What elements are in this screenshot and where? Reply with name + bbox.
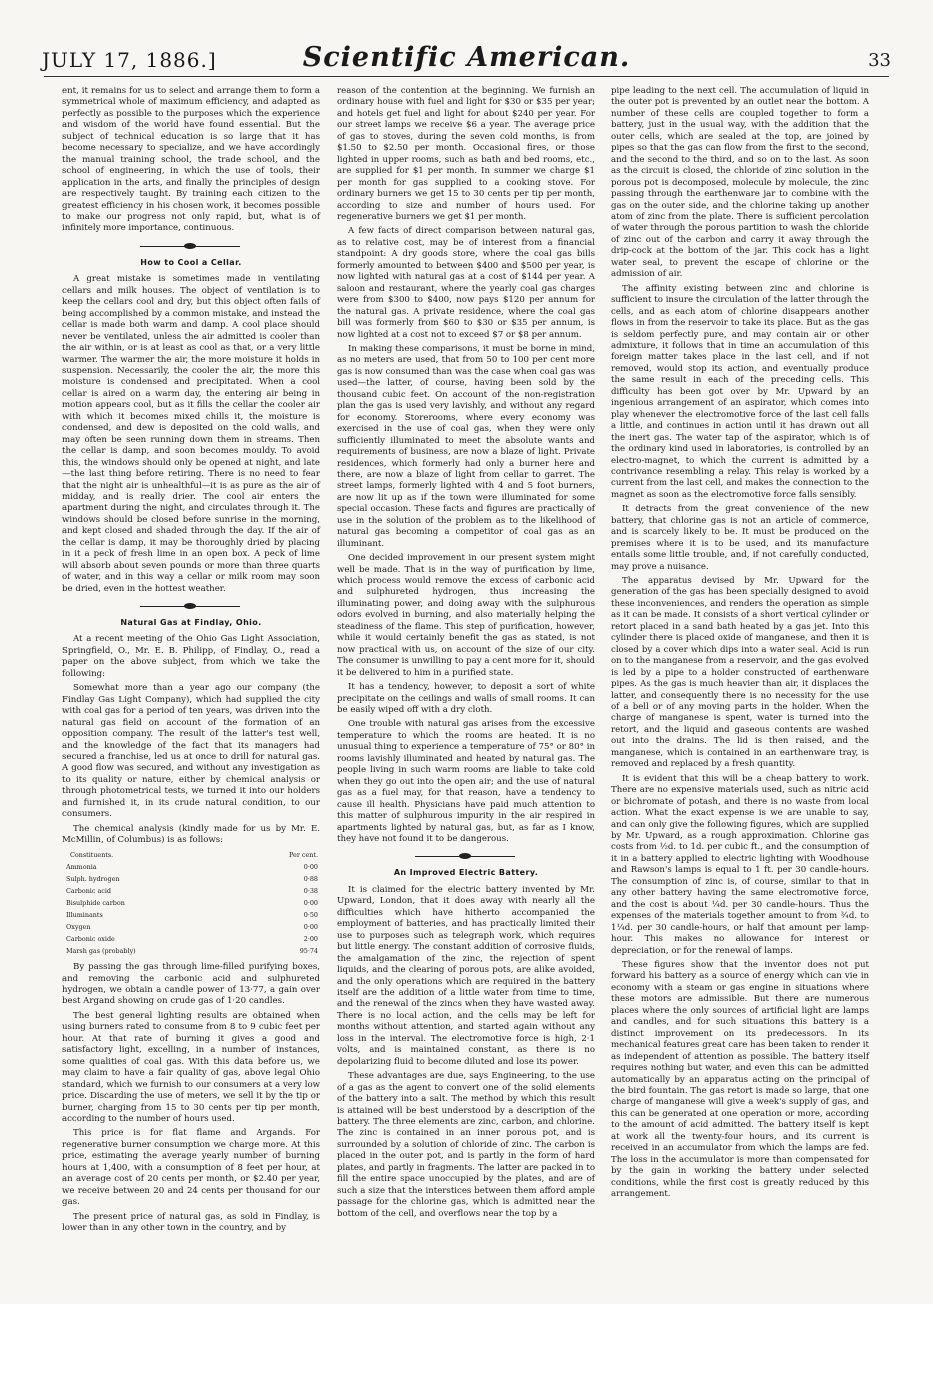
column-2 bbox=[337, 86, 595, 1223]
paragraph: The best general lighting results are obtained when using burners rated to consume from 8 to 9 cubic feet per hour. At that rate of burning it gives a good and satisfactory light, excelling, in a number of instances, some qualities of coal gas. With this data before us, we may claim to have a fair quality of gas, above legal Ohio standard, which we furnish to our consumers at a very low price. Discarding the use of meters, we sell it by the tip or burner, charging from 15 to 30 cents per tip per month, according to the number of hours used. bbox=[62, 1010, 320, 1124]
table-header-row bbox=[62, 850, 320, 862]
masthead-title: Scientific American. bbox=[302, 42, 631, 73]
paragraph: The chemical analysis (kindly made for us by Mr. E. McMillin, of Columbus) is as follows: bbox=[62, 823, 320, 846]
constituent-name: Carbonic acid bbox=[66, 886, 111, 895]
paragraph: A great mistake is sometimes made in ventilating cellars and milk houses. The object of ventilation is to keep the cellars cool and dry, but this object often fails of being accomplished by a common mistake, and instead the cellar is made both warm and damp. A cool place should never be ventilated, unless the air admitted is cooler than the air within, or is at least as cool as that, or a very little warmer. The warmer the air, the more moisture it holds in suspension. Necessarily, the cooler the air, the more this moisture is condensed and precipitated. When a cool cellar is aired on a warm day, the entering air being in motion appears cool, but as it fills the cellar the cooler air with which it becomes mixed chills it, the moisture is condensed, and dew is deposited on the cold walls, and may often be seen running down them in streams. Then the cellar is damp, and soon becomes mouldy. To avoid this, the windows should only be opened at night, and late—the last thing before retiring. There is no need to fear that the night air is unhealthful—it is as pure as the air of midday, and is really drier. The cool air enters the apartment during the night, and circulates through it. The windows should be closed before sunrise in the morning, and kept closed and shaded through the day. If the air of the cellar is damp, it may be thoroughly dried by placing in it a peck of fresh lime in an open box. A peck of lime will absorb about seven pounds or more than three quarts of water, and in this way a cellar or milk room may soon be dried, even in the hottest weather. bbox=[62, 274, 320, 594]
table-row bbox=[62, 922, 320, 934]
table-row bbox=[62, 886, 320, 898]
issue-date: JULY 17, 1886.] bbox=[42, 48, 217, 72]
paragraph: These figures show that the inventor does not put forward his battery as a source of energy which can vie in economy with a steam or gas engine in situations where these motors are admissible. But there are numerous places where the only sources of artificial light are lamps and candles, and for such situations this battery is a distinct improvement on its predecessors. In its mechanical features great care has been taken to render it as independent of attention as possible. The battery itself requires nothing but water, and even this can be admitted automatically by an apparatus acting on the principal of the bird fountain. The gas retort is made so large, that one charge of manganese will give a week's supply of gas, and this can be generated at one operation or more, according to the amount of acid admitted. The battery itself is kept at work all the twenty-four hours, and its current is received in an accumulator from which the lamps are fed. The loss in the accumulator is more than compensated for by the gain in working the battery under selected conditions, while the first cost is greatly reduced by this arrangement. bbox=[611, 959, 869, 1200]
constituent-name: Marsh gas (probably) bbox=[66, 947, 136, 956]
paragraph: At a recent meeting of the Ohio Gas Light Association, Springfield, O., Mr. E. B. Philipp, of Findlay, O., read a paper on the above subject, from which we take the following: bbox=[62, 634, 320, 679]
header-rule bbox=[44, 76, 889, 77]
table-row bbox=[62, 934, 320, 946]
constituent-percent: 0·00 bbox=[303, 898, 318, 907]
column-header-constituents: Constituents. bbox=[70, 850, 114, 859]
heading-cool-cellar: How to Cool a Cellar. bbox=[140, 257, 242, 267]
constituent-name: Oxygen bbox=[66, 922, 91, 931]
constituent-name: Sulph. hydrogen bbox=[66, 874, 120, 883]
paragraph: One trouble with natural gas arises from the excessive temperature to which the rooms are heated. It is no unusual thing to experience a temperature of 75° or 80° in rooms lavishly illuminated and heated by natural gas. The people living in such warm rooms are liable to take cold when they go out into the open air; and the use of natural gas as a fuel may, for that reason, have a tendency to cause ill health. Physicians have paid much attention to this matter of sulphurous impurity in the air respired in apartments lighted by natural gas, but, as far as I know, they have not found it to be dangerous. bbox=[337, 719, 595, 844]
paragraph: It is claimed for the electric battery invented by Mr. Upward, London, that it does away with nearly all the difficulties which have hitherto accompanied the employment of batteries, and has practically limited their use to purposes such as telegraph work, which requires but little energy. The constant addition of corrosive fluids, the amalgamation of the zinc, the rejection of spent liquids, and the clearing of porous pots, are alike avoided, and the only operations which are required in the battery itself are the addition of a little water from time to time, and the renewal of the zincs when they have wasted away. There is no local action, and the cells may be left for months without attention, and started again without any loss in the interval. The electromotive force is high, 2·1 volts, and is maintained constant, as there is no depolarizing fluid to become diluted and lose its power. bbox=[337, 884, 595, 1067]
constituent-percent: 0·00 bbox=[303, 922, 318, 931]
constituent-percent: 0·38 bbox=[303, 886, 318, 895]
paragraph: This price is for flat flame and Argands. For regenerative burner consumption we charge more. At this price, estimating the average yearly number of burning hours at 1,400, with a consumption of 8 feet per hour, at an average cost of 20 cents per month, or $2.40 per year, we receive between 20 and 24 cents per thousand for our gas. bbox=[62, 1128, 320, 1208]
table-row bbox=[62, 946, 320, 958]
paragraph: The affinity existing between zinc and chlorine is sufficient to insure the circulation of the latter through the cells, and as each atom of chlorine disappears another flows in from the reservoir to take its place. But as the gas is seldom perfectly pure, and may contain air or other admixture, it follows that in time an accumulation of this foreign matter takes place in the last cell, and if not removed, would stop its action, and eventually produce the same result in each of the preceding cells. This difficulty has been got over by Mr. Upward by an ingenious arrangement of an aspirator, which comes into play whenever the electromotive force of the last cell falls a little, and continues in action until it has drawn out all the inert gas. The water tap of the aspirator, which is of the ordinary kind used in laboratories, is controlled by an electro-magnet, to which the current is admitted by a contrivance resembling a relay. This relay is worked by a current from the last cell, and makes the connection to the magnet as soon as the electromotive force falls sensibly. bbox=[611, 283, 869, 500]
column-header-percent: Per cent. bbox=[289, 850, 318, 859]
table-row bbox=[62, 874, 320, 886]
paragraph: These advantages are due, says Engineering, to the use of a gas as the agent to convert one of the solid elements of the battery into a salt. The method by which this result is attained will be best understood by a description of the battery. The three elements are zinc, carbon, and chlorine. The zinc is contained in an inner porous pot, and is surrounded by a solution of chloride of zinc. The carbon is placed in the outer pot, and is partly in the form of hard plates, and partly in fragments. The latter are packed in to fill the entire space unoccupied by the plates, and are of such a size that the interstices between them afford ample passage for the chlorine gas, which is admitted near the bottom of the cell, and overflows near the top by a bbox=[337, 1071, 595, 1219]
chemical-analysis-table bbox=[62, 850, 320, 958]
constituent-percent: 0·88 bbox=[303, 874, 318, 883]
column-1 bbox=[62, 86, 320, 1237]
paragraph: It has a tendency, however, to deposit a sort of white precipitate on the ceilings and walls of small rooms. It can be easily wiped off with a dry cloth. bbox=[337, 682, 595, 716]
paragraph: reason of the contention at the beginning. We furnish an ordinary house with fuel and light for $30 or $35 per year; and hotels get fuel and light for about $240 per year. For our street lamps we receive $6 a year. The average price of gas to stoves, during the seven cold months, is from $1.50 to $2.50 per month. Occasional fires, or those lighted in upper rooms, such as bath and bed rooms, etc., are supplied for $1 per month. In summer we charge $1 per month for gas supplied to a cooking stove. For ordinary burners we get 15 to 30 cents per tip per month, according to size and number of hours used. For regenerative burners we get $1 per month. bbox=[337, 86, 595, 222]
constituent-name: Illuminants bbox=[66, 910, 103, 919]
table-row bbox=[62, 910, 320, 922]
paragraph: The present price of natural gas, as sold in Findlay, is lower than in any other town in the country, and by bbox=[62, 1211, 320, 1234]
heading-electric-battery: An Improved Electric Battery. bbox=[393, 868, 539, 878]
paragraph: It is evident that this will be a cheap battery to work. There are no expensive materials used, such as nitric acid or bichromate of potash, and there is no waste from local action. What the exact expense is we are unable to say, and can only give the following figures, which are supplied by Mr. Upward, as a rough approximation. Chlorine gas costs from ½d. to 1d. per cubic ft., and the consumption of it in a battery applied to electric lighting with Woodhouse and Rawson's lamps is equal to 1 ft. per 30 candle-hours. The consumption of zinc is, of course, similar to that in any other battery having the same electromotive force, and the cost is about ¼d. per 30 candle-hours. Thus the expenses of the materials together amount to from ¾d. to 1¼d. per 30 candle-hours, or half that amount per lamp-hour. This makes no allowance for interest or depreciation, or for the renewal of lamps. bbox=[611, 773, 869, 956]
constituent-percent: 2·00 bbox=[303, 934, 318, 943]
column-3 bbox=[611, 86, 869, 1204]
section-divider bbox=[337, 851, 595, 863]
constituent-percent: 95·74 bbox=[299, 947, 318, 956]
paragraph: It detracts from the great convenience of the new battery, that chlorine gas is not an article of commerce, and is scarcely likely to be. It must be produced on the premises where it is to be used, and its manufacture entails some little trouble, and, if not carefully conducted, may prove a nuisance. bbox=[611, 504, 869, 572]
paragraph: ent, it remains for us to select and arrange them to form a symmetrical whole of maximum efficiency, and adapted as perfectly as possible to the purposes which the experience and wisdom of the world have found essential. But the subject of technical education is so large that it has become necessary to specialize, and we have accordingly the manual training school, the trade school, and the school of engineering, in which the use of tools, their application in the arts, and finally the principles of design are respectively taught. By training each citizen to the greatest efficiency in his chosen work, it becomes possible to make our progress not only rapid, but, what is of infinitely more importance, continuous. bbox=[62, 86, 320, 234]
constituent-percent: 0·50 bbox=[303, 910, 318, 919]
heading-natural-gas: Natural Gas at Findlay, Ohio. bbox=[120, 618, 262, 628]
paragraph: A few facts of direct comparison between natural gas, as to relative cost, may be of interest from a financial standpoint: A dry goods store, where the coal gas bills formerly amounted to between $400 and $500 per year, is now lighted with natural gas at a cost of $144 per year. A saloon and restaurant, where the yearly coal gas charges were from $300 to $400, now pays $120 per annum for the natural gas. A private residence, where the coal gas bill was formerly from $60 to $30 or $35 per annum, is now lighted at a cost not to exceed $7 or $8 per annum. bbox=[337, 226, 595, 340]
constituent-name: Ammonia bbox=[66, 862, 97, 871]
paragraph: pipe leading to the next cell. The accumulation of liquid in the outer pot is prevented by an outlet near the bottom. A number of these cells are coupled together to form a battery, just in the usual way, with the addition that the outer cells, which are sealed at the top, are joined by pipes so that the gas can flow from the first to the second, and the second to the third, and so on to the last. As soon as the circuit is closed, the chloride of zinc solution in the porous pot is decomposed, molecule by molecule, the zinc passing through the earthenware jar to combine with the gas on the outer side, and the chlorine taking up another atom of zinc from the plate. There is sufficient percolation of water through the porous partition to wash the chloride of zinc out of the carbon and carry it away through the drip-cock at the bottom of the jar. This cock has a light water seal, to prevent the escape of chlorine or the admission of air. bbox=[611, 86, 869, 280]
paragraph: One decided improvement in our present system might well be made. That is in the way of purification by lime, which process would remove the excess of carbonic acid and sulphureted hydrogen, thus increasing the illuminating power, and doing away with the sulphurous odors evolved in burning, and also materially helping the steadiness of the flame. This step of purification, however, while it would certainly benefit the gas as stated, is not now practical with us, on account of the size of our city. The consumer is unwilling to pay a cent more for it, should it be delivered to him in a purified state. bbox=[337, 553, 595, 678]
section-divider bbox=[62, 241, 320, 253]
section-divider bbox=[62, 601, 320, 613]
page-number: 33 bbox=[868, 50, 891, 71]
table-row bbox=[62, 898, 320, 910]
paragraph: Somewhat more than a year ago our company (the Findlay Gas Light Company), which had supplied the city with coal gas for a period of ten years, was driven into the natural gas field on account of the formation of an opposition company. The result of the latter's test well, and the knowledge of the fact that its managers had secured a franchise, led us at once to drill for natural gas. A good flow was secured, and without any investigation as to its quality or nature, either by chemical analysis or through photometrical tests, we turned it into our holders and furnished it, in its crude natural condition, to our consumers. bbox=[62, 683, 320, 820]
paragraph: The apparatus devised by Mr. Upward for the generation of the gas has been specially designed to avoid these inconveniences, and renders the operation as simple as it can be made. It consists of a short vertical cylinder or retort placed in a sand bath heated by a gas jet. Into this cylinder there is placed oxide of manganese, and then it is closed by a cover which dips into a water seal. Acid is run on to the manganese from a reservoir, and the gas evolved is led by a pipe to a holder constructed of earthenware pipes. As the gas is much heavier than air, it displaces the latter, and consequently there is no necessity for the use of a bell or of any moving parts in the holder. When the charge of manganese is spent, water is turned into the retort, and the liquid and gaseous contents are washed out into the drains. The lid is then raised, and the manganese, which is contained in an earthenware tray, is removed and replaced by a fresh quantity. bbox=[611, 576, 869, 770]
paragraph: In making these comparisons, it must be borne in mind, as no meters are used, that from 50 to 100 per cent more gas is now consumed than was the case when coal gas was used—the latter, of course, having been sold by the thousand cubic feet. On account of the non-registration plan the gas is used very lavishly, and without any regard for economy. Storerooms, where every economy was exercised in the use of coal gas, when they were only sufficiently illuminated to meet the absolute wants and requirements of business, are now a blaze of light. Private residences, which formerly had only a burner here and there, are now a blaze of light from cellar to garret. The street lamps, formerly lighted with 4 and 5 foot burners, are now lit up as if the town were illuminated for some special occasion. These facts and figures are practically of use in the solution of the problem as to the likelihood of natural gas becoming a competitor of coal gas as an illuminant. bbox=[337, 343, 595, 549]
constituent-name: Carbonic oxide bbox=[66, 934, 115, 943]
constituent-name: Bisulphide carbon bbox=[66, 898, 125, 907]
table-row bbox=[62, 862, 320, 874]
paragraph: By passing the gas through lime-filled purifying boxes, and removing the carbonic acid and sulphureted hydrogen, we obtain a candle power of 13·77, a gain over best Argand showing on crude gas of 1·20 candles. bbox=[62, 962, 320, 1007]
constituent-percent: 0·00 bbox=[303, 862, 318, 871]
